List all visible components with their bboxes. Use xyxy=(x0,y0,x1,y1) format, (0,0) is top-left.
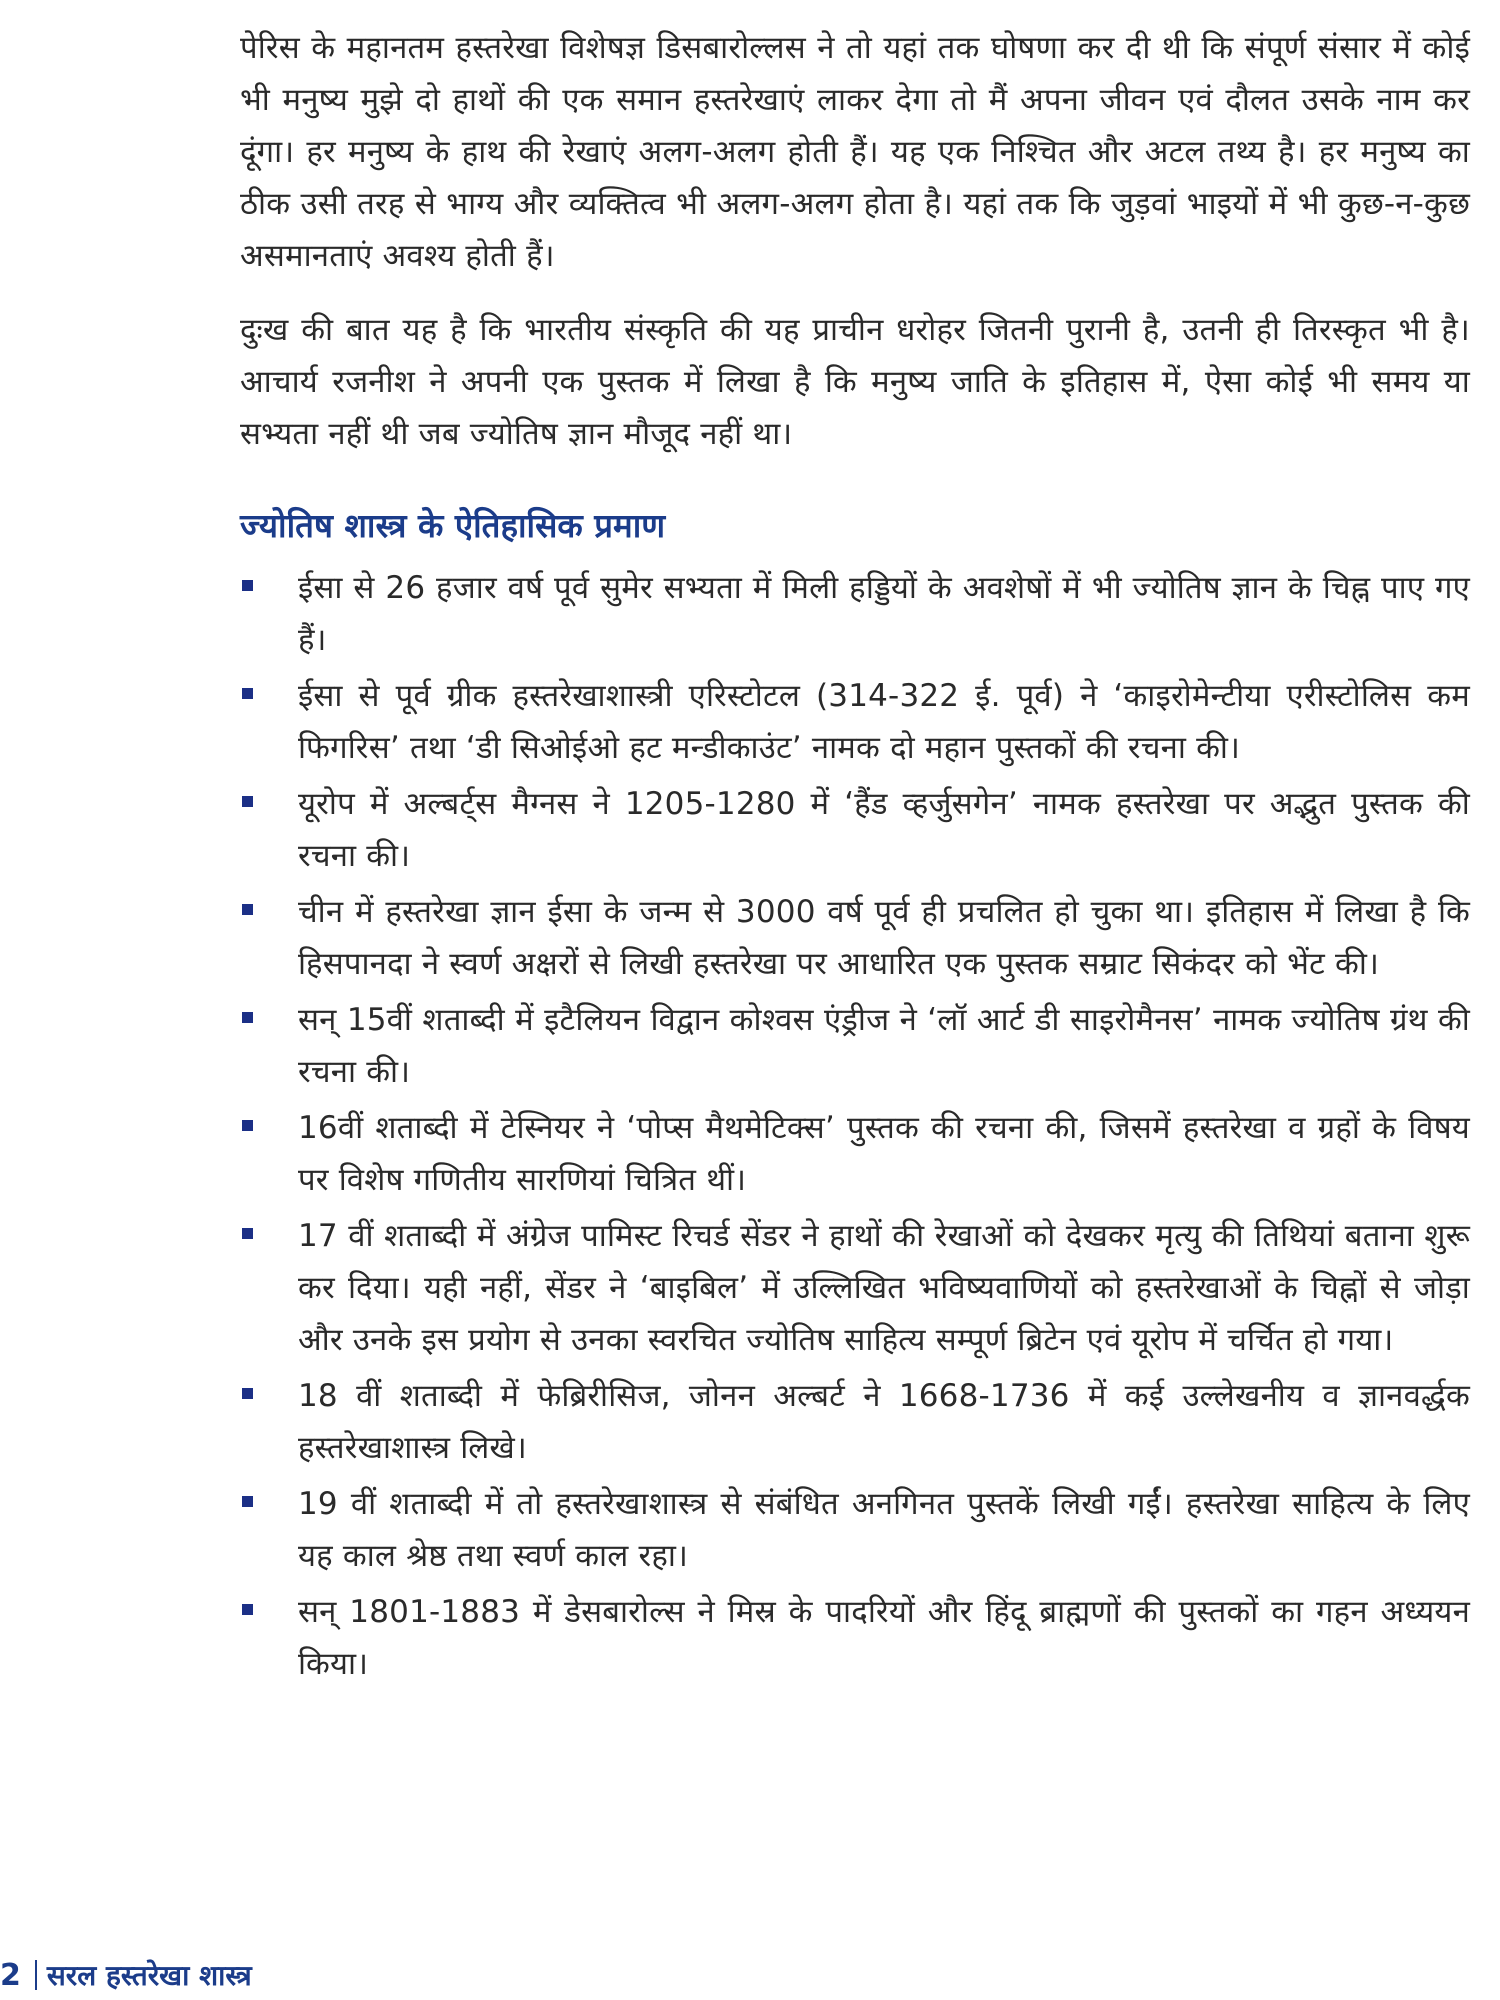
list-item-text: 18 वीं शताब्दी में फेब्रिरीसिज, जोनन अल्बर्ट ने 1668-1736 में कई उल्लेखनीय व ज्ञानवर्द्धक हस्तरेखाशास्त्र लिखे। xyxy=(298,1378,1470,1466)
list-item-text: सन् 1801-1883 में डेसबारोल्स ने मिस्र के पादरियों और हिंदू ब्राह्मणों की पुस्तकों का गहन अध्ययन किया। xyxy=(298,1594,1470,1682)
square-bullet-icon xyxy=(242,1496,253,1507)
square-bullet-icon xyxy=(242,1228,253,1239)
book-title: सरल हस्तरेखा शास्त्र xyxy=(46,1959,252,1992)
section-heading: ज्योतिष शास्त्र के ऐतिहासिक प्रमाण xyxy=(240,506,666,545)
list-item xyxy=(240,1370,1470,1474)
list-item-text: ईसा से पूर्व ग्रीक हस्तरेखाशास्त्री एरिस्टोटल (314-322 ई. पूर्व) ने ‘काइरोमेन्टीया एरीस्टोलिस कम फिगरिस’ तथा ‘डी सिओईओ हट मन्डीकाउंट’ नामक दो महान पुस्तकों की रचना की। xyxy=(298,678,1470,766)
square-bullet-icon xyxy=(242,796,253,807)
page-number: 2 xyxy=(0,1957,21,1993)
list-item xyxy=(240,1210,1470,1366)
list-item xyxy=(240,1586,1470,1690)
list-item-text: सन् 15वीं शताब्दी में इटैलियन विद्वान कोश्वस एंड्रीज ने ‘लॉ आर्ट डी साइरोमैनस’ नामक ज्योतिष ग्रंथ की रचना की। xyxy=(298,1002,1470,1090)
list-item xyxy=(240,1478,1470,1582)
intro-paragraph-1: पेरिस के महानतम हस्तरेखा विशेषज्ञ डिसबारोल्लस ने तो यहां तक घोषणा कर दी थी कि संपूर्ण संसार में कोई भी मनुष्य मुझे दो हाथों की एक समान हस्तरेखाएं लाकर देगा तो मैं अपना जीवन एवं दौलत उसके नाम कर दूंगा। हर मनुष्य के हाथ की रेखाएं अलग-अलग होती हैं। यह एक निश्चित और अटल तथ्य है। हर मनुष्य का ठीक उसी तरह से भाग्य और व्यक्तित्व भी अलग-अलग होता है। यहां तक कि जुड़वां भाइयों में भी कुछ-न-कुछ असमानताएं अवश्य होती हैं। xyxy=(240,30,1470,274)
list-item xyxy=(240,670,1470,774)
page-footer xyxy=(0,1955,252,1995)
square-bullet-icon xyxy=(242,1388,253,1399)
list-item xyxy=(240,562,1470,666)
list-item xyxy=(240,1102,1470,1206)
square-bullet-icon xyxy=(242,1012,253,1023)
page-content xyxy=(240,22,1470,1694)
intro-paragraph-2: दुःख की बात यह है कि भारतीय संस्कृति की यह प्राचीन धरोहर जितनी पुरानी है, उतनी ही तिरस्कृत भी है। आचार्य रजनीश ने अपनी एक पुस्तक में लिखा है कि मनुष्य जाति के इतिहास में, ऐसा कोई भी समय या सभ्यता नहीं थी जब ज्योतिष ज्ञान मौजूद नहीं था। xyxy=(240,312,1470,452)
square-bullet-icon xyxy=(242,1604,253,1615)
list-item-text: 19 वीं शताब्दी में तो हस्तरेखाशास्त्र से संबंधित अनगिनत पुस्तकें लिखी गईं। हस्तरेखा साहित्य के लिए यह काल श्रेष्ठ तथा स्वर्ण काल रहा। xyxy=(298,1486,1470,1574)
square-bullet-icon xyxy=(242,580,253,591)
list-item-text: यूरोप में अल्बर्ट्स मैग्नस ने 1205-1280 में ‘हैंड व्हर्जुसगेन’ नामक हस्तरेखा पर अद्भुत पुस्तक की रचना की। xyxy=(298,786,1470,874)
square-bullet-icon xyxy=(242,688,253,699)
list-item xyxy=(240,778,1470,882)
square-bullet-icon xyxy=(242,1120,253,1131)
list-item-text: 16वीं शताब्दी में टेस्नियर ने ‘पोप्स मैथमेटिक्स’ पुस्तक की रचना की, जिसमें हस्तरेखा व ग्रहों के विषय पर विशेष गणितीय सारणियां चित्रित थीं। xyxy=(298,1110,1470,1198)
list-item-text: चीन में हस्तरेखा ज्ञान ईसा के जन्म से 3000 वर्ष पूर्व ही प्रचलित हो चुका था। इतिहास में लिखा है कि हिसपानदा ने स्वर्ण अक्षरों से लिखी हस्तरेखा पर आधारित एक पुस्तक सम्राट सिकंदर को भेंट की। xyxy=(298,894,1470,982)
footer-divider xyxy=(35,1960,37,1990)
list-item-text: 17 वीं शताब्दी में अंग्रेज पामिस्ट रिचर्ड सेंडर ने हाथों की रेखाओं को देखकर मृत्यु की तिथियां बताना शुरू कर दिया। यही नहीं, सेंडर ने ‘बाइबिल’ में उल्लिखित भविष्यवाणियों को हस्तरेखाओं के चिह्नों से जोड़ा और उनके इस प्रयोग से उनका स्वरचित ज्योतिष साहित्य सम्पूर्ण ब्रिटेन एवं यूरोप में चर्चित हो गया। xyxy=(298,1218,1470,1358)
list-item-text: ईसा से 26 हजार वर्ष पूर्व सुमेर सभ्यता में मिली हड्डियों के अवशेषों में भी ज्योतिष ज्ञान के चिह्न पाए गए हैं। xyxy=(298,570,1470,658)
list-item xyxy=(240,886,1470,990)
list-item xyxy=(240,994,1470,1098)
historical-evidence-list xyxy=(240,562,1470,1690)
square-bullet-icon xyxy=(242,904,253,915)
